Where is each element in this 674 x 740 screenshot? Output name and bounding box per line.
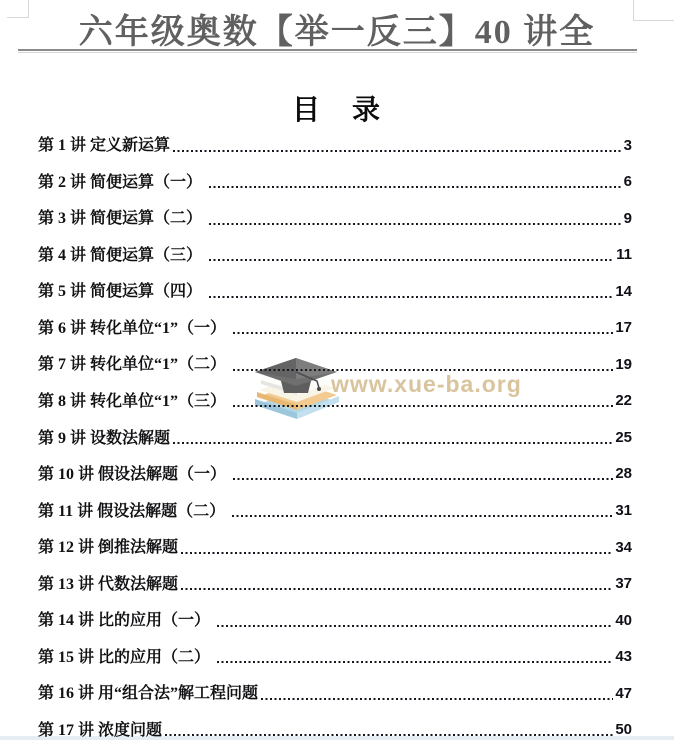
toc-row[interactable] [38,631,632,668]
toc-row[interactable] [38,119,632,156]
toc-row[interactable] [38,338,632,375]
toc-row[interactable] [38,229,632,266]
toc-row[interactable] [38,302,632,339]
toc-page-number: 11 [616,246,632,264]
title-rule-divider [18,49,637,53]
toc-page-number: 3 [623,136,632,154]
toc-entry-label[interactable]: 第 4 讲 简便运算（三） [38,246,207,264]
toc-page-number: 22 [615,392,632,410]
toc-entry-label[interactable]: 第 15 讲 比的应用（二） [38,648,215,666]
toc-entry-label[interactable]: 第 1 讲 定义新运算 [38,137,171,155]
toc-row[interactable] [38,594,632,631]
toc-entry-label[interactable]: 第 3 讲 简便运算（二） [38,210,207,228]
toc-leader-dots [232,515,613,517]
toc-page-number: 14 [615,282,632,300]
toc-row[interactable] [38,558,632,595]
watermark-url-text: www.xue-ba.org [331,370,522,397]
toc-leader-dots [209,296,613,298]
toc-page-number: 40 [615,611,632,629]
toc-row[interactable] [38,156,632,193]
toc-row[interactable] [38,704,632,740]
toc-page-number: 6 [623,173,632,191]
toc-page-number: 19 [615,355,632,373]
toc-row[interactable] [38,521,632,558]
toc-leader-dots [233,405,613,407]
toc-leader-dots [233,369,613,371]
toc-leader-dots [173,442,613,444]
toc-leader-dots [165,734,613,736]
toc-row[interactable] [38,375,632,412]
toc-page-number: 50 [615,721,632,739]
toc-heading: 目 录 [291,95,382,126]
toc-page-number: 25 [615,428,632,446]
toc-page-number: 31 [615,502,632,520]
toc-leader-dots [261,698,613,700]
toc-leader-dots [233,332,613,334]
toc-entry-label[interactable]: 第 11 讲 假设法解题（二） [38,502,230,520]
toc-row[interactable] [38,411,632,448]
toc-row[interactable] [38,667,632,704]
toc-leader-dots [173,150,622,152]
toc-entry-label[interactable]: 第 14 讲 比的应用（一） [38,612,215,630]
toc-entry-label[interactable]: 第 7 讲 转化单位“1”（二） [38,356,231,374]
toc-leader-dots [217,625,613,627]
toc-entry-label[interactable]: 第 10 讲 假设法解题（一） [38,466,231,484]
toc-leader-dots [217,661,613,663]
toc-row[interactable] [38,484,632,521]
toc-leader-dots [209,259,614,261]
toc-leader-dots [181,588,613,590]
toc-row[interactable] [38,265,632,302]
toc-leader-dots [181,552,613,554]
toc-page-number: 47 [615,684,632,702]
toc-leader-dots [209,223,622,225]
toc-leader-dots [233,478,613,480]
toc-page-number: 37 [615,575,632,593]
toc-list [38,119,632,740]
toc-entry-label[interactable]: 第 2 讲 简便运算（一） [38,173,207,191]
toc-entry-label[interactable]: 第 17 讲 浓度问题 [38,721,163,739]
document-title: 六年级奥数【举一反三】40 讲全 [78,14,596,51]
toc-leader-dots [209,186,622,188]
toc-row[interactable] [38,192,632,229]
toc-page-number: 34 [615,538,632,556]
toc-entry-label[interactable]: 第 13 讲 代数法解题 [38,575,179,593]
toc-entry-label[interactable]: 第 16 讲 用“组合法”解工程问题 [38,685,259,703]
toc-entry-label[interactable]: 第 5 讲 简便运算（四） [38,283,207,301]
toc-page-number: 17 [615,319,632,337]
toc-page-number: 43 [615,648,632,666]
toc-entry-label[interactable]: 第 12 讲 倒推法解题 [38,539,179,557]
toc-entry-label[interactable]: 第 9 讲 设数法解题 [38,429,171,447]
toc-row[interactable] [38,448,632,485]
toc-page-number: 28 [615,465,632,483]
toc-entry-label[interactable]: 第 6 讲 转化单位“1”（一） [38,319,231,337]
toc-entry-label[interactable]: 第 8 讲 转化单位“1”（三） [38,392,231,410]
toc-page-number: 9 [623,209,632,227]
